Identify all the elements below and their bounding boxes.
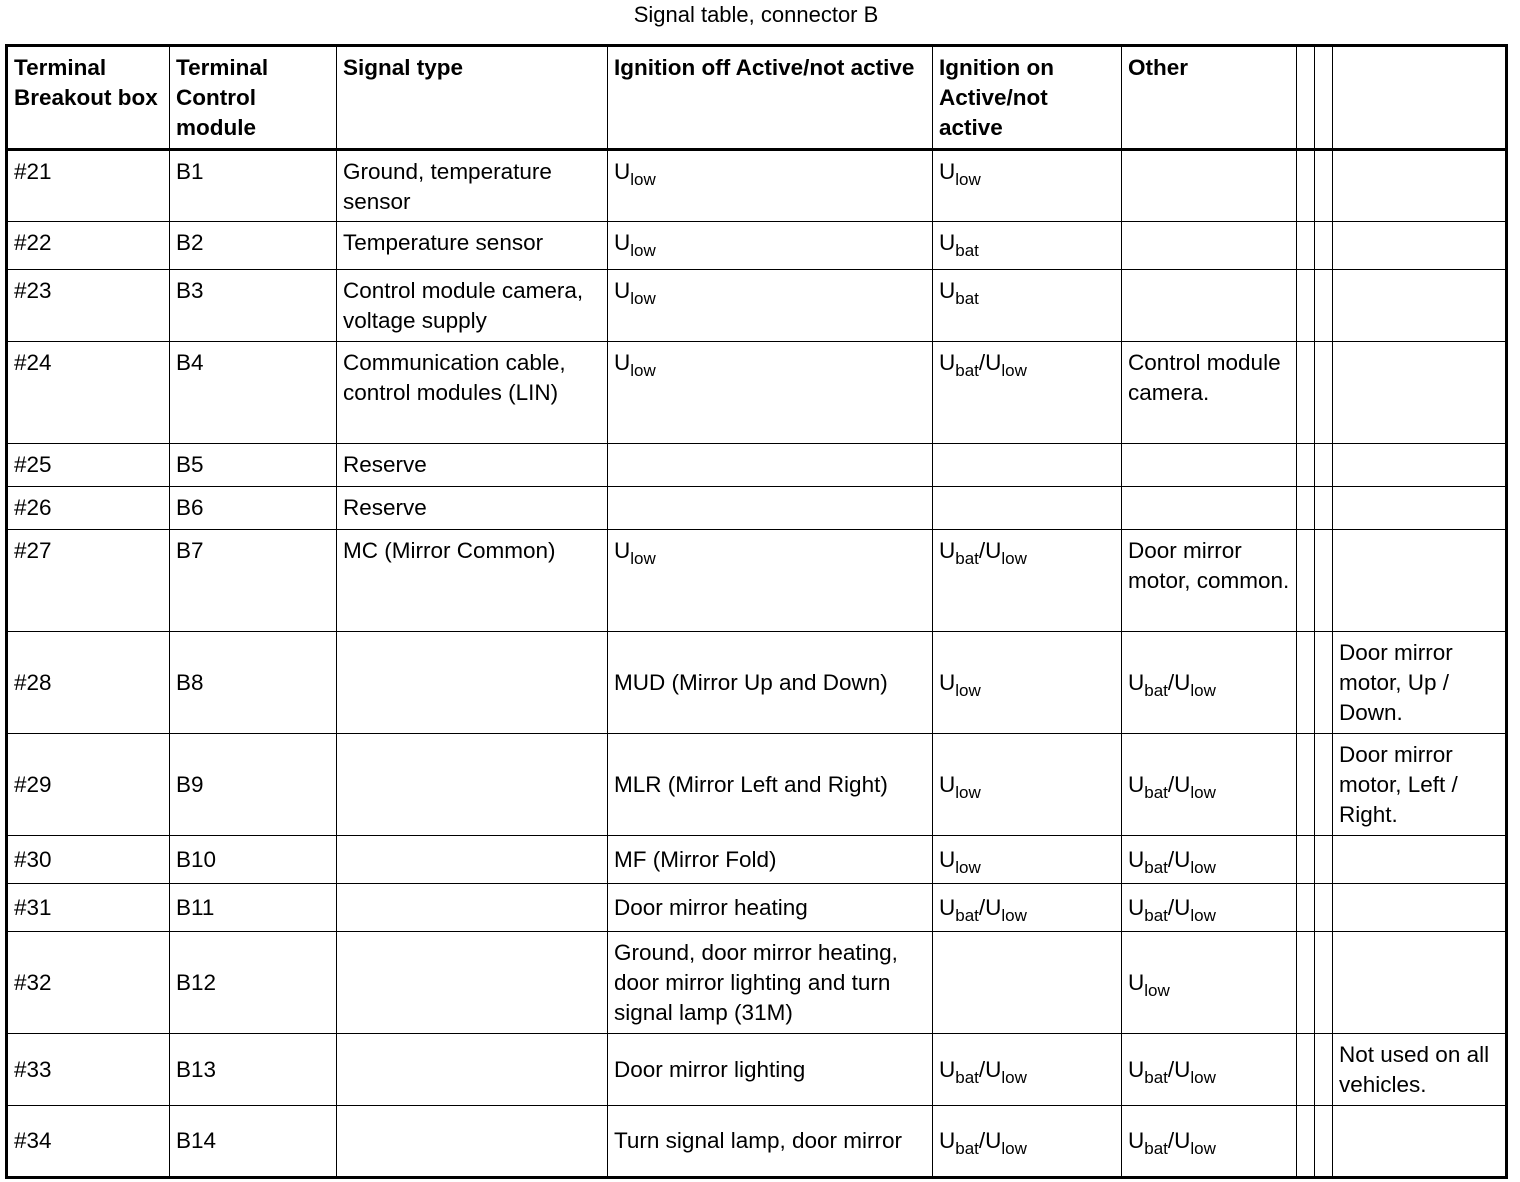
- note-cell: Not used on all vehicles.: [1333, 1034, 1507, 1106]
- ignition-off-cell: MUD (Mirror Up and Down): [608, 632, 933, 734]
- voltage-symbol: U: [939, 230, 956, 255]
- voltage-symbol: U: [1128, 846, 1145, 872]
- terminal-control-cell: B11: [170, 884, 337, 932]
- ignition-off-cell: [608, 222, 933, 270]
- terminal-control-cell: B10: [170, 836, 337, 884]
- empty-cell: [1315, 222, 1333, 270]
- terminal-breakout-cell: #23: [7, 270, 170, 342]
- terminal-control-cell: B3: [170, 270, 337, 342]
- voltage-symbol: /U: [978, 350, 1002, 375]
- terminal-breakout-cell: #22: [7, 222, 170, 270]
- ignition-off-cell: [608, 444, 933, 487]
- other-cell: Door mirror motor, common.: [1122, 530, 1297, 632]
- signal-type-cell: Ground, temperature sensor: [337, 150, 608, 222]
- voltage-symbol: U: [1128, 1056, 1145, 1082]
- ignition-on-cell: [933, 884, 1122, 932]
- ignition-on-cell: [933, 530, 1122, 632]
- voltage-subscript: bat: [1144, 857, 1168, 877]
- voltage-subscript: bat: [955, 549, 979, 568]
- ignition-on-cell: [933, 270, 1122, 342]
- header-empty-2: [1315, 46, 1333, 150]
- voltage-subscript: low: [1190, 905, 1216, 925]
- voltage-symbol: U: [939, 278, 956, 303]
- voltage-subscript: bat: [1144, 782, 1168, 802]
- terminal-control-cell: B2: [170, 222, 337, 270]
- voltage-subscript: low: [955, 782, 981, 802]
- empty-cell: [1297, 487, 1315, 530]
- ignition-off-cell: MLR (Mirror Left and Right): [608, 734, 933, 836]
- terminal-control-cell: B13: [170, 1034, 337, 1106]
- other-cell: [1122, 444, 1297, 487]
- voltage-symbol: U: [614, 230, 631, 255]
- terminal-control-cell: B8: [170, 632, 337, 734]
- empty-cell: [1297, 1106, 1315, 1178]
- voltage-symbol: /U: [978, 1056, 1002, 1082]
- signal-table: [5, 44, 1508, 1179]
- voltage-symbol: U: [939, 159, 956, 184]
- voltage-subscript: low: [630, 241, 656, 260]
- table-row: [7, 342, 1507, 444]
- empty-cell: [1315, 1106, 1333, 1178]
- voltage-symbol: U: [614, 159, 631, 184]
- signal-type-cell: [337, 632, 608, 734]
- header-signal-type: Signal type: [337, 46, 608, 150]
- header-row: [7, 46, 1507, 150]
- voltage-symbol: U: [1128, 771, 1145, 797]
- voltage-subscript: low: [630, 289, 656, 308]
- note-cell: [1333, 836, 1507, 884]
- empty-cell: [1297, 222, 1315, 270]
- terminal-control-cell: B14: [170, 1106, 337, 1178]
- voltage-symbol: U: [939, 538, 956, 563]
- voltage-subscript: low: [1190, 680, 1216, 700]
- ignition-on-cell: [933, 1106, 1122, 1178]
- voltage-symbol: /U: [978, 1128, 1002, 1153]
- voltage-subscript: bat: [955, 905, 979, 925]
- ignition-on-cell: [933, 222, 1122, 270]
- terminal-breakout-cell: #29: [7, 734, 170, 836]
- empty-cell: [1315, 932, 1333, 1034]
- signal-type-cell: [337, 836, 608, 884]
- note-cell: [1333, 884, 1507, 932]
- other-cell: [1122, 1034, 1297, 1106]
- terminal-control-cell: B9: [170, 734, 337, 836]
- other-cell: [1122, 836, 1297, 884]
- other-cell: [1122, 1106, 1297, 1178]
- table-row: [7, 932, 1507, 1034]
- voltage-subscript: low: [1001, 361, 1027, 380]
- voltage-subscript: bat: [955, 241, 979, 260]
- voltage-subscript: low: [1001, 1067, 1027, 1087]
- voltage-symbol: U: [1128, 669, 1145, 695]
- note-cell: Door mirror motor, Up / Down.: [1333, 632, 1507, 734]
- voltage-subscript: bat: [1144, 905, 1168, 925]
- other-cell: [1122, 884, 1297, 932]
- note-cell: [1333, 270, 1507, 342]
- header-empty-1: [1297, 46, 1315, 150]
- ignition-off-cell: [608, 342, 933, 444]
- voltage-subscript: low: [1144, 980, 1170, 1000]
- ignition-off-cell: [608, 487, 933, 530]
- table-row: [7, 150, 1507, 222]
- signal-type-cell: [337, 932, 608, 1034]
- ignition-on-cell: [933, 444, 1122, 487]
- voltage-symbol: /U: [1167, 1128, 1191, 1153]
- table-row: [7, 734, 1507, 836]
- table-row: [7, 222, 1507, 270]
- note-cell: [1333, 444, 1507, 487]
- ignition-off-cell: Turn signal lamp, door mirror: [608, 1106, 933, 1178]
- note-cell: [1333, 222, 1507, 270]
- other-cell: [1122, 270, 1297, 342]
- empty-cell: [1297, 932, 1315, 1034]
- voltage-symbol: /U: [1167, 669, 1191, 695]
- voltage-symbol: U: [939, 846, 956, 872]
- empty-cell: [1315, 632, 1333, 734]
- header-empty-3: [1333, 46, 1507, 150]
- note-cell: [1333, 342, 1507, 444]
- voltage-symbol: U: [939, 1056, 956, 1082]
- header-other: Other: [1122, 46, 1297, 150]
- table-caption: Signal table, connector B: [633, 2, 879, 27]
- voltage-subscript: bat: [955, 1139, 979, 1158]
- voltage-symbol: U: [939, 669, 956, 695]
- voltage-symbol: U: [1128, 1128, 1145, 1153]
- voltage-symbol: /U: [978, 538, 1002, 563]
- ignition-off-cell: [608, 270, 933, 342]
- empty-cell: [1315, 150, 1333, 222]
- terminal-breakout-cell: #21: [7, 150, 170, 222]
- empty-cell: [1297, 270, 1315, 342]
- header-ignition-on: Ignition on Active/not active: [933, 46, 1122, 150]
- table-row: [7, 1034, 1507, 1106]
- terminal-control-cell: B12: [170, 932, 337, 1034]
- table-body: [7, 150, 1507, 1178]
- signal-type-cell: [337, 1034, 608, 1106]
- other-cell: [1122, 932, 1297, 1034]
- signal-type-cell: [337, 884, 608, 932]
- empty-cell: [1315, 884, 1333, 932]
- terminal-breakout-cell: #24: [7, 342, 170, 444]
- ignition-on-cell: [933, 932, 1122, 1034]
- table-row: [7, 270, 1507, 342]
- terminal-breakout-cell: #30: [7, 836, 170, 884]
- empty-cell: [1297, 1034, 1315, 1106]
- header-terminal-breakout: Terminal Breakout box: [7, 46, 170, 150]
- table-row: [7, 836, 1507, 884]
- note-cell: [1333, 1106, 1507, 1178]
- header-ignition-off: Ignition off Active/not active: [608, 46, 933, 150]
- voltage-subscript: low: [1190, 1139, 1216, 1158]
- table-row: [7, 487, 1507, 530]
- terminal-breakout-cell: #26: [7, 487, 170, 530]
- table-row: [7, 884, 1507, 932]
- voltage-symbol: /U: [978, 894, 1002, 920]
- ignition-off-cell: Door mirror heating: [608, 884, 933, 932]
- header-terminal-control: Terminal Control module: [170, 46, 337, 150]
- terminal-control-cell: B4: [170, 342, 337, 444]
- terminal-breakout-cell: #34: [7, 1106, 170, 1178]
- signal-type-cell: [337, 734, 608, 836]
- voltage-subscript: bat: [1144, 1139, 1168, 1158]
- empty-cell: [1315, 270, 1333, 342]
- voltage-subscript: bat: [955, 1067, 979, 1087]
- table-row: [7, 1106, 1507, 1178]
- other-cell: Control module camera.: [1122, 342, 1297, 444]
- note-cell: [1333, 530, 1507, 632]
- empty-cell: [1315, 342, 1333, 444]
- signal-type-cell: Reserve: [337, 444, 608, 487]
- ignition-on-cell: [933, 632, 1122, 734]
- voltage-symbol: U: [939, 771, 956, 797]
- empty-cell: [1315, 530, 1333, 632]
- empty-cell: [1297, 150, 1315, 222]
- terminal-breakout-cell: #28: [7, 632, 170, 734]
- voltage-subscript: low: [955, 680, 981, 700]
- terminal-breakout-cell: #32: [7, 932, 170, 1034]
- signal-type-cell: MC (Mirror Common): [337, 530, 608, 632]
- voltage-symbol: /U: [1167, 1056, 1191, 1082]
- empty-cell: [1315, 487, 1333, 530]
- ignition-off-cell: [608, 150, 933, 222]
- terminal-breakout-cell: #27: [7, 530, 170, 632]
- empty-cell: [1315, 1034, 1333, 1106]
- table-row: [7, 444, 1507, 487]
- table-row: [7, 632, 1507, 734]
- ignition-off-cell: MF (Mirror Fold): [608, 836, 933, 884]
- note-cell: [1333, 932, 1507, 1034]
- signal-type-cell: Temperature sensor: [337, 222, 608, 270]
- voltage-symbol: U: [939, 350, 956, 375]
- note-cell: Door mirror motor, Left / Right.: [1333, 734, 1507, 836]
- voltage-symbol: U: [614, 350, 631, 375]
- voltage-subscript: low: [1001, 549, 1027, 568]
- empty-cell: [1297, 632, 1315, 734]
- voltage-subscript: bat: [955, 361, 979, 380]
- voltage-symbol: /U: [1167, 894, 1191, 920]
- terminal-control-cell: B5: [170, 444, 337, 487]
- signal-type-cell: Control module camera, voltage supply: [337, 270, 608, 342]
- other-cell: [1122, 487, 1297, 530]
- empty-cell: [1297, 342, 1315, 444]
- empty-cell: [1315, 734, 1333, 836]
- empty-cell: [1315, 444, 1333, 487]
- other-cell: [1122, 632, 1297, 734]
- voltage-subscript: low: [630, 549, 656, 568]
- ignition-off-cell: Ground, door mirror heating, door mirror lighting and turn signal lamp (31M): [608, 932, 933, 1034]
- other-cell: [1122, 734, 1297, 836]
- ignition-on-cell: [933, 734, 1122, 836]
- empty-cell: [1297, 836, 1315, 884]
- terminal-control-cell: B7: [170, 530, 337, 632]
- ignition-off-cell: [608, 530, 933, 632]
- ignition-on-cell: [933, 487, 1122, 530]
- ignition-on-cell: [933, 150, 1122, 222]
- empty-cell: [1297, 884, 1315, 932]
- signal-type-cell: Reserve: [337, 487, 608, 530]
- ignition-on-cell: [933, 836, 1122, 884]
- empty-cell: [1315, 836, 1333, 884]
- voltage-subscript: low: [1001, 1139, 1027, 1158]
- note-cell: [1333, 150, 1507, 222]
- empty-cell: [1297, 530, 1315, 632]
- voltage-symbol: /U: [1167, 771, 1191, 797]
- voltage-subscript: low: [1190, 1067, 1216, 1087]
- terminal-breakout-cell: #25: [7, 444, 170, 487]
- voltage-subscript: low: [955, 857, 981, 877]
- voltage-subscript: low: [1190, 782, 1216, 802]
- signal-type-cell: [337, 1106, 608, 1178]
- voltage-symbol: U: [614, 538, 631, 563]
- voltage-subscript: low: [1190, 857, 1216, 877]
- table-row: [7, 530, 1507, 632]
- signal-type-cell: Communication cable, control modules (LIN): [337, 342, 608, 444]
- voltage-subscript: low: [955, 170, 981, 189]
- voltage-symbol: U: [1128, 894, 1145, 920]
- terminal-control-cell: B6: [170, 487, 337, 530]
- ignition-on-cell: [933, 1034, 1122, 1106]
- voltage-symbol: U: [939, 1128, 956, 1153]
- voltage-subscript: low: [630, 170, 656, 189]
- voltage-subscript: bat: [1144, 1067, 1168, 1087]
- voltage-subscript: low: [1001, 905, 1027, 925]
- ignition-on-cell: [933, 342, 1122, 444]
- voltage-symbol: U: [614, 278, 631, 303]
- voltage-symbol: U: [939, 894, 956, 920]
- voltage-subscript: bat: [955, 289, 979, 308]
- voltage-subscript: low: [630, 361, 656, 380]
- empty-cell: [1297, 734, 1315, 836]
- other-cell: [1122, 222, 1297, 270]
- other-cell: [1122, 150, 1297, 222]
- terminal-breakout-cell: #33: [7, 1034, 170, 1106]
- terminal-control-cell: B1: [170, 150, 337, 222]
- voltage-symbol: /U: [1167, 846, 1191, 872]
- note-cell: [1333, 487, 1507, 530]
- empty-cell: [1297, 444, 1315, 487]
- terminal-breakout-cell: #31: [7, 884, 170, 932]
- ignition-off-cell: Door mirror lighting: [608, 1034, 933, 1106]
- voltage-symbol: U: [1128, 969, 1145, 995]
- voltage-subscript: bat: [1144, 680, 1168, 700]
